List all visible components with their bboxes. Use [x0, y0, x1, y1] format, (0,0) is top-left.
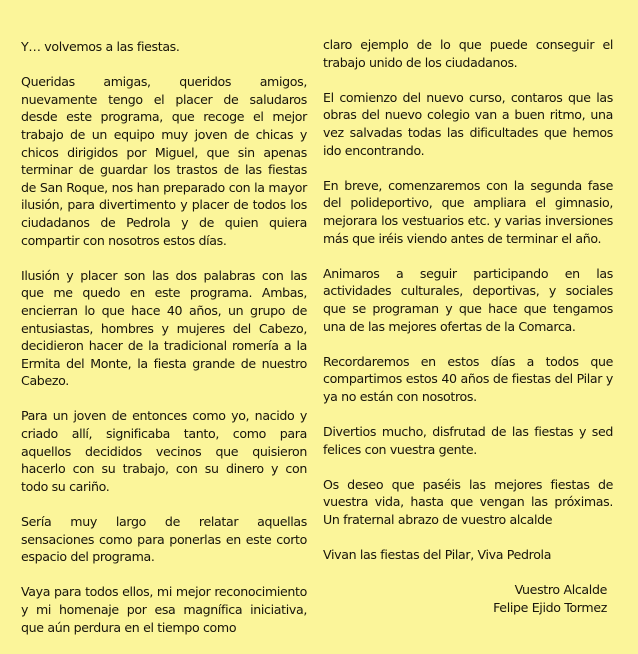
body-paragraph: Sería muy largo de relatar aquellas sensaciones como para ponerlas en este corto espacio del programa. — [21, 514, 307, 565]
body-paragraph: Animaros a seguir participando en las actividades culturales, deportivas, y sociales que se programan y que hace que tengamos una de las mejores ofertas de la Comarca. — [323, 265, 613, 334]
signature-name: Felipe Ejido Tormez — [493, 600, 607, 615]
body-paragraph: Para un joven de entonces como yo, nacido y criado allí, significaba tanto, como para aquellos decididos vecinos que quisieron hacerlo con su trabajo, con su dinero y con todo su cariño. — [21, 408, 307, 494]
body-paragraph: Vaya para todos ellos, mi mejor reconocimiento y mi homenaje por esa magnífica iniciativa, que aún perdura en el tiempo como — [21, 584, 307, 635]
body-paragraph: Os deseo que paséis las mejores fiestas de vuestra vida, hasta que vengan las próximas. Un fraternal abrazo de vuestro alcalde — [323, 476, 613, 528]
closing-line: Vivan las fiestas del Pilar, Viva Pedrola — [323, 547, 552, 563]
body-paragraph: Queridas amigas, queridos amigos, nuevamente tengo el placer de saludaros desde este programa, que recoge el mejor trabajo de un equipo muy joven de chicas y chicos dirigidos por Miguel, que sin apenas terminar de guardar los trastos de las fiestas de San Roque, nos han preparado con la mayor ilusión, para divertimento y placer de todos los ciudadanos de Pedrola y de quien quiera compartir con nosotros estos días. — [21, 74, 307, 248]
greeting-paragraph: Y… volvemos a las fiestas. — [21, 39, 180, 54]
body-paragraph: El comienzo del nuevo curso, contaros que las obras del nuevo colegio van a buen ritmo, una vez salvadas todas las dificultades que hemos ido encontrando. — [323, 89, 613, 158]
body-paragraph: claro ejemplo de lo que puede conseguir el trabajo unido de los ciudadanos. — [323, 37, 613, 70]
left-column — [21, 38, 307, 654]
body-paragraph: Recordaremos en estos días a todos que compartimos estos 40 años de fiestas del Pilar y ya no están con nosotros. — [323, 353, 613, 404]
body-paragraph: Divertios mucho, disfrutad de las fiestas y sed felices con vuestra gente. — [323, 424, 613, 457]
right-column — [323, 36, 613, 617]
body-paragraph: Ilusión y placer son las dos palabras con las que me quedo en este programa. Ambas, encierran lo que hace 40 años, un grupo de entusiastas, hombres y mujeres del Cabezo, decidieron hacer de la tradicional romería a la Ermita del Monte, la fiesta grande de nuestro Cabezo. — [21, 267, 307, 389]
signature-title: Vuestro Alcalde — [514, 582, 607, 598]
body-paragraph: En breve, comenzaremos con la segunda fase del polideportivo, que ampliara el gimnasio, mejorara los vestuarios etc. y varias inversiones más que iréis viendo antes de terminar el año. — [323, 177, 613, 246]
